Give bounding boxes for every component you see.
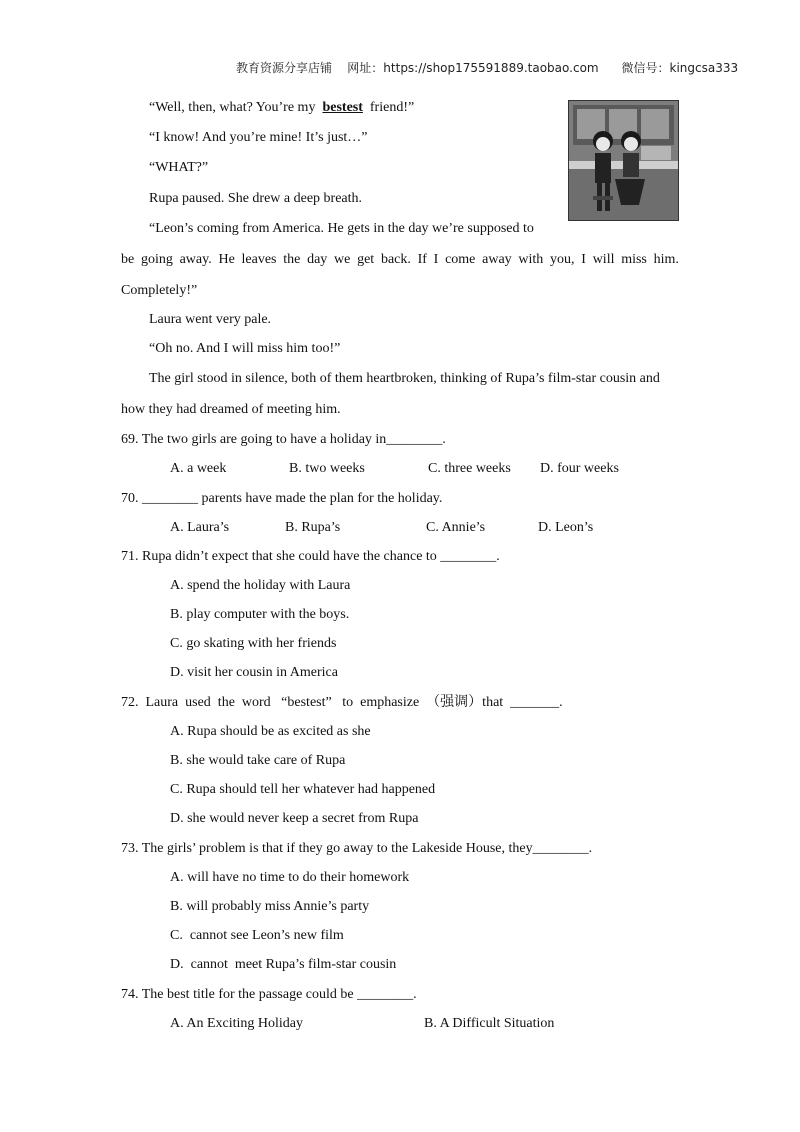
q72-option-b[interactable]: B. she would take care of Rupa: [170, 753, 346, 768]
story-word: you,: [550, 252, 575, 267]
story-word: going: [140, 252, 173, 267]
wechat-id: kingcsa333: [669, 61, 739, 75]
story-word: away.: [179, 252, 212, 267]
q73-option-a[interactable]: A. will have no time to do their homework: [170, 870, 410, 885]
question-70: 70. ________ parents have made the plan for the holiday.: [121, 491, 443, 506]
story-word: day: [307, 252, 328, 267]
question-74: 74. The best title for the passage could be ________.: [121, 987, 417, 1002]
story-word: He: [218, 252, 235, 267]
question-69: 69. The two girls are going to have a holiday in________.: [121, 432, 446, 447]
q73-option-d[interactable]: D. cannot meet Rupa’s film-star cousin: [170, 957, 397, 972]
story-line-4: Rupa paused. She drew a deep breath.: [149, 191, 363, 206]
story-line-11: how they had dreamed of meeting him.: [121, 402, 341, 417]
story-word: back.: [380, 252, 411, 267]
q69-option-c[interactable]: C. three weeks: [428, 461, 511, 476]
page-header: [236, 59, 738, 76]
story-line-9: “Oh no. And I will miss him too!”: [149, 341, 341, 356]
story-word: leaves: [241, 252, 277, 267]
story-word: get: [357, 252, 375, 267]
question-72: 72. Laura used the word “bestest” to emphasize （强调）that _______.: [121, 695, 563, 710]
q74-option-a[interactable]: A. An Exciting Holiday: [170, 1016, 303, 1031]
q70-option-d[interactable]: D. Leon’s: [538, 520, 594, 535]
story-word: I: [433, 252, 439, 267]
q72-option-a[interactable]: A. Rupa should be as excited as she: [170, 724, 371, 739]
q71-option-b[interactable]: B. play computer with the boys.: [170, 607, 350, 622]
story-word: will: [592, 252, 615, 267]
bestest-word: bestest: [322, 100, 363, 115]
story-word: If: [417, 252, 427, 267]
q71-option-d[interactable]: D. visit her cousin in America: [170, 665, 338, 680]
question-71: 71. Rupa didn’t expect that she could have the chance to ________.: [121, 549, 500, 564]
story-word: him.: [653, 252, 679, 267]
shop-url[interactable]: https://shop175591889.taobao.com: [383, 61, 599, 75]
q73-option-b[interactable]: B. will probably miss Annie’s party: [170, 899, 370, 914]
q69-option-a[interactable]: A. a week: [170, 461, 227, 476]
story-word: we: [334, 252, 351, 267]
story-line-1: “Well, then, what? You’re my bestest friend!”: [149, 100, 415, 115]
story-word: with: [518, 252, 544, 267]
story-word: the: [283, 252, 301, 267]
story-line-10: The girl stood in silence, both of them heartbroken, thinking of Rupa’s film-star cousin and: [149, 371, 660, 386]
q69-option-d[interactable]: D. four weeks: [540, 461, 619, 476]
question-73: 73. The girls’ problem is that if they go away to the Lakeside House, they________.: [121, 841, 593, 856]
story-word: be: [121, 252, 135, 267]
kitchen-scene-image: [569, 101, 678, 220]
story-word: miss: [621, 252, 647, 267]
q73-option-c[interactable]: C. cannot see Leon’s new film: [170, 928, 344, 943]
story-line-6: [121, 251, 679, 269]
story-line-3: “WHAT?”: [149, 160, 209, 175]
shop-name: 教育资源分享店铺: [236, 61, 333, 75]
story-line-5: “Leon’s coming from America. He gets in the day we’re supposed to: [149, 221, 534, 236]
q70-option-b[interactable]: B. Rupa’s: [285, 520, 341, 535]
wechat-label: 微信号：: [621, 61, 670, 75]
story-line-7: Completely!”: [121, 283, 198, 298]
story-word: come: [445, 252, 476, 267]
q70-option-c[interactable]: C. Annie’s: [426, 520, 486, 535]
q74-option-b[interactable]: B. A Difficult Situation: [424, 1016, 555, 1031]
story-illustration: [568, 100, 679, 221]
q70-option-a[interactable]: A. Laura’s: [170, 520, 230, 535]
q72-option-d[interactable]: D. she would never keep a secret from Rupa: [170, 811, 419, 826]
q69-option-b[interactable]: B. two weeks: [289, 461, 365, 476]
q71-option-c[interactable]: C. go skating with her friends: [170, 636, 337, 651]
story-word: away: [482, 252, 512, 267]
q72-option-c[interactable]: C. Rupa should tell her whatever had happened: [170, 782, 436, 797]
story-line-2: “I know! And you’re mine! It’s just…”: [149, 130, 368, 145]
story-word: I: [581, 252, 586, 267]
story-line-8: Laura went very pale.: [149, 312, 272, 327]
url-label: 网址：: [347, 61, 384, 75]
q71-option-a[interactable]: A. spend the holiday with Laura: [170, 578, 351, 593]
